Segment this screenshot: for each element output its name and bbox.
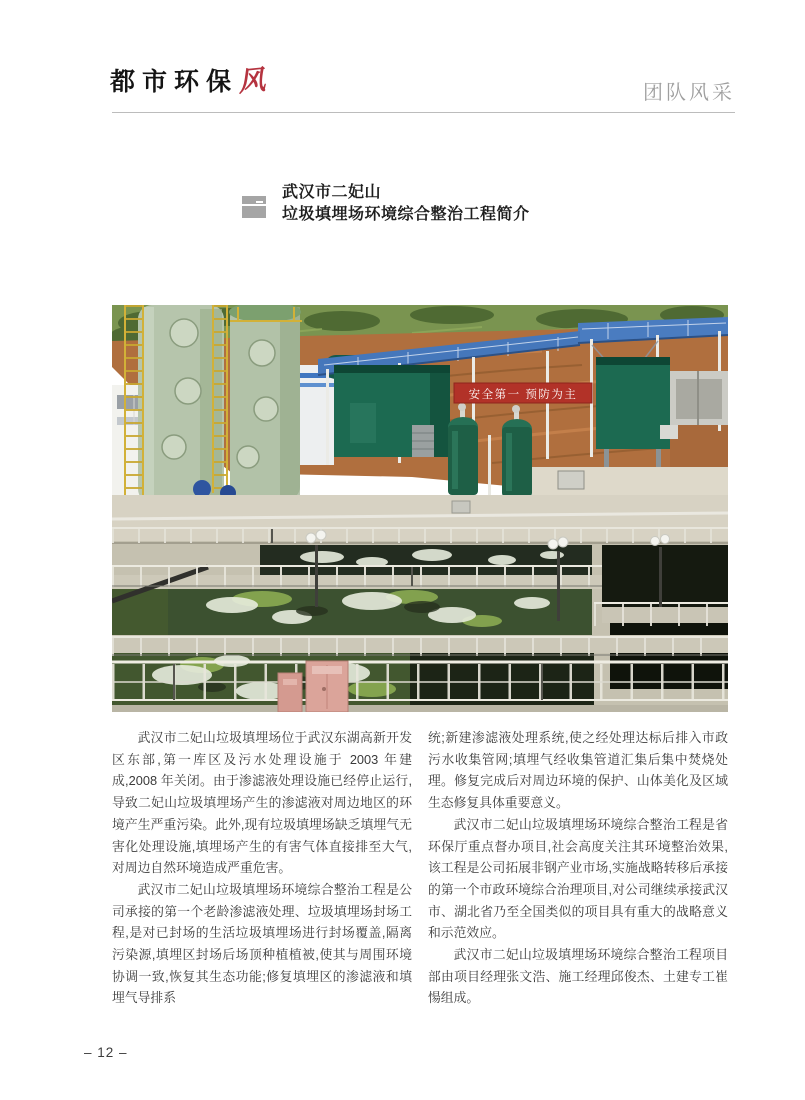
paragraph: 武汉市二妃山垃圾填埋场环境综合整治工程是省环保厅重点督办项目,社会高度关注其环境整治效果,该工程是公司拓展非钢产业市场,实施战略转移后承接的第一个市政环境综合治理项目,对公司继续承接武汉市、湖北省乃至全国类似的项目具有重大的战略意义和示范效应。 — [428, 816, 728, 941]
article-column-left — [112, 727, 412, 1009]
brand-logo — [110, 64, 267, 99]
article-column-right — [428, 727, 728, 1009]
brand-logo-text: 都市环保 — [110, 68, 239, 96]
section-label: 团队风采 — [643, 82, 735, 104]
paragraph: 武汉市二妃山垃圾填埋场位于武汉东湖高新开发区东部,第一库区及污水处理设施于 2003 年建成,2008 年关闭。由于渗滤液处理设施已经停止运行,导致二妃山垃圾填埋场产生的渗滤液对周边地区的环境产生严重污染。此外,现有垃圾填埋场缺乏填埋气无害化处理设施,填埋场产生的有害气体直接排至大气,对周边自然环境造成严重危害。 — [112, 730, 412, 876]
facility-photo — [112, 305, 728, 712]
article-title-line2: 垃圾填埋场环境综合整治工程简介 — [282, 206, 530, 223]
article-title-line1: 武汉市二妃山 — [282, 184, 382, 201]
title-bullet-icon — [242, 196, 266, 218]
brand-seal-icon: 风 — [236, 64, 267, 99]
safety-banner-text: 安全第一 预防为主 — [468, 389, 578, 401]
safety-banner — [454, 383, 592, 403]
article-title — [282, 182, 530, 226]
article-title-block — [242, 182, 530, 226]
paragraph: 武汉市二妃山垃圾填埋场环境综合整治工程项目部由项目经理张文浩、施工经理邱俊杰、土建专工崔愓组成。 — [428, 947, 728, 1006]
page-number: – 12 – — [84, 1045, 128, 1060]
paragraph-continuation: 统;新建渗滤液处理系统,使之经处理达标后排入市政污水收集管网;填埋气经收集管道汇集后集中焚烧处理。修复完成后对周边环境的保护、山体美化及区域生态修复具体重要意义。 — [428, 730, 728, 811]
photo-scrubber-towers — [125, 305, 302, 507]
header-divider — [112, 112, 735, 113]
paragraph: 武汉市二妃山垃圾填埋场环境综合整治工程是公司承接的第一个老龄渗滤液处理、垃圾填埋场封场工程,是对已封场的生活垃圾填埋场进行封场覆盖,隔离污染源,填埋区封场后场顶种植植被,使其与周围环境协调一致,恢复其生态功能;修复填埋区的渗滤液和填埋气导排系 — [112, 881, 412, 1006]
